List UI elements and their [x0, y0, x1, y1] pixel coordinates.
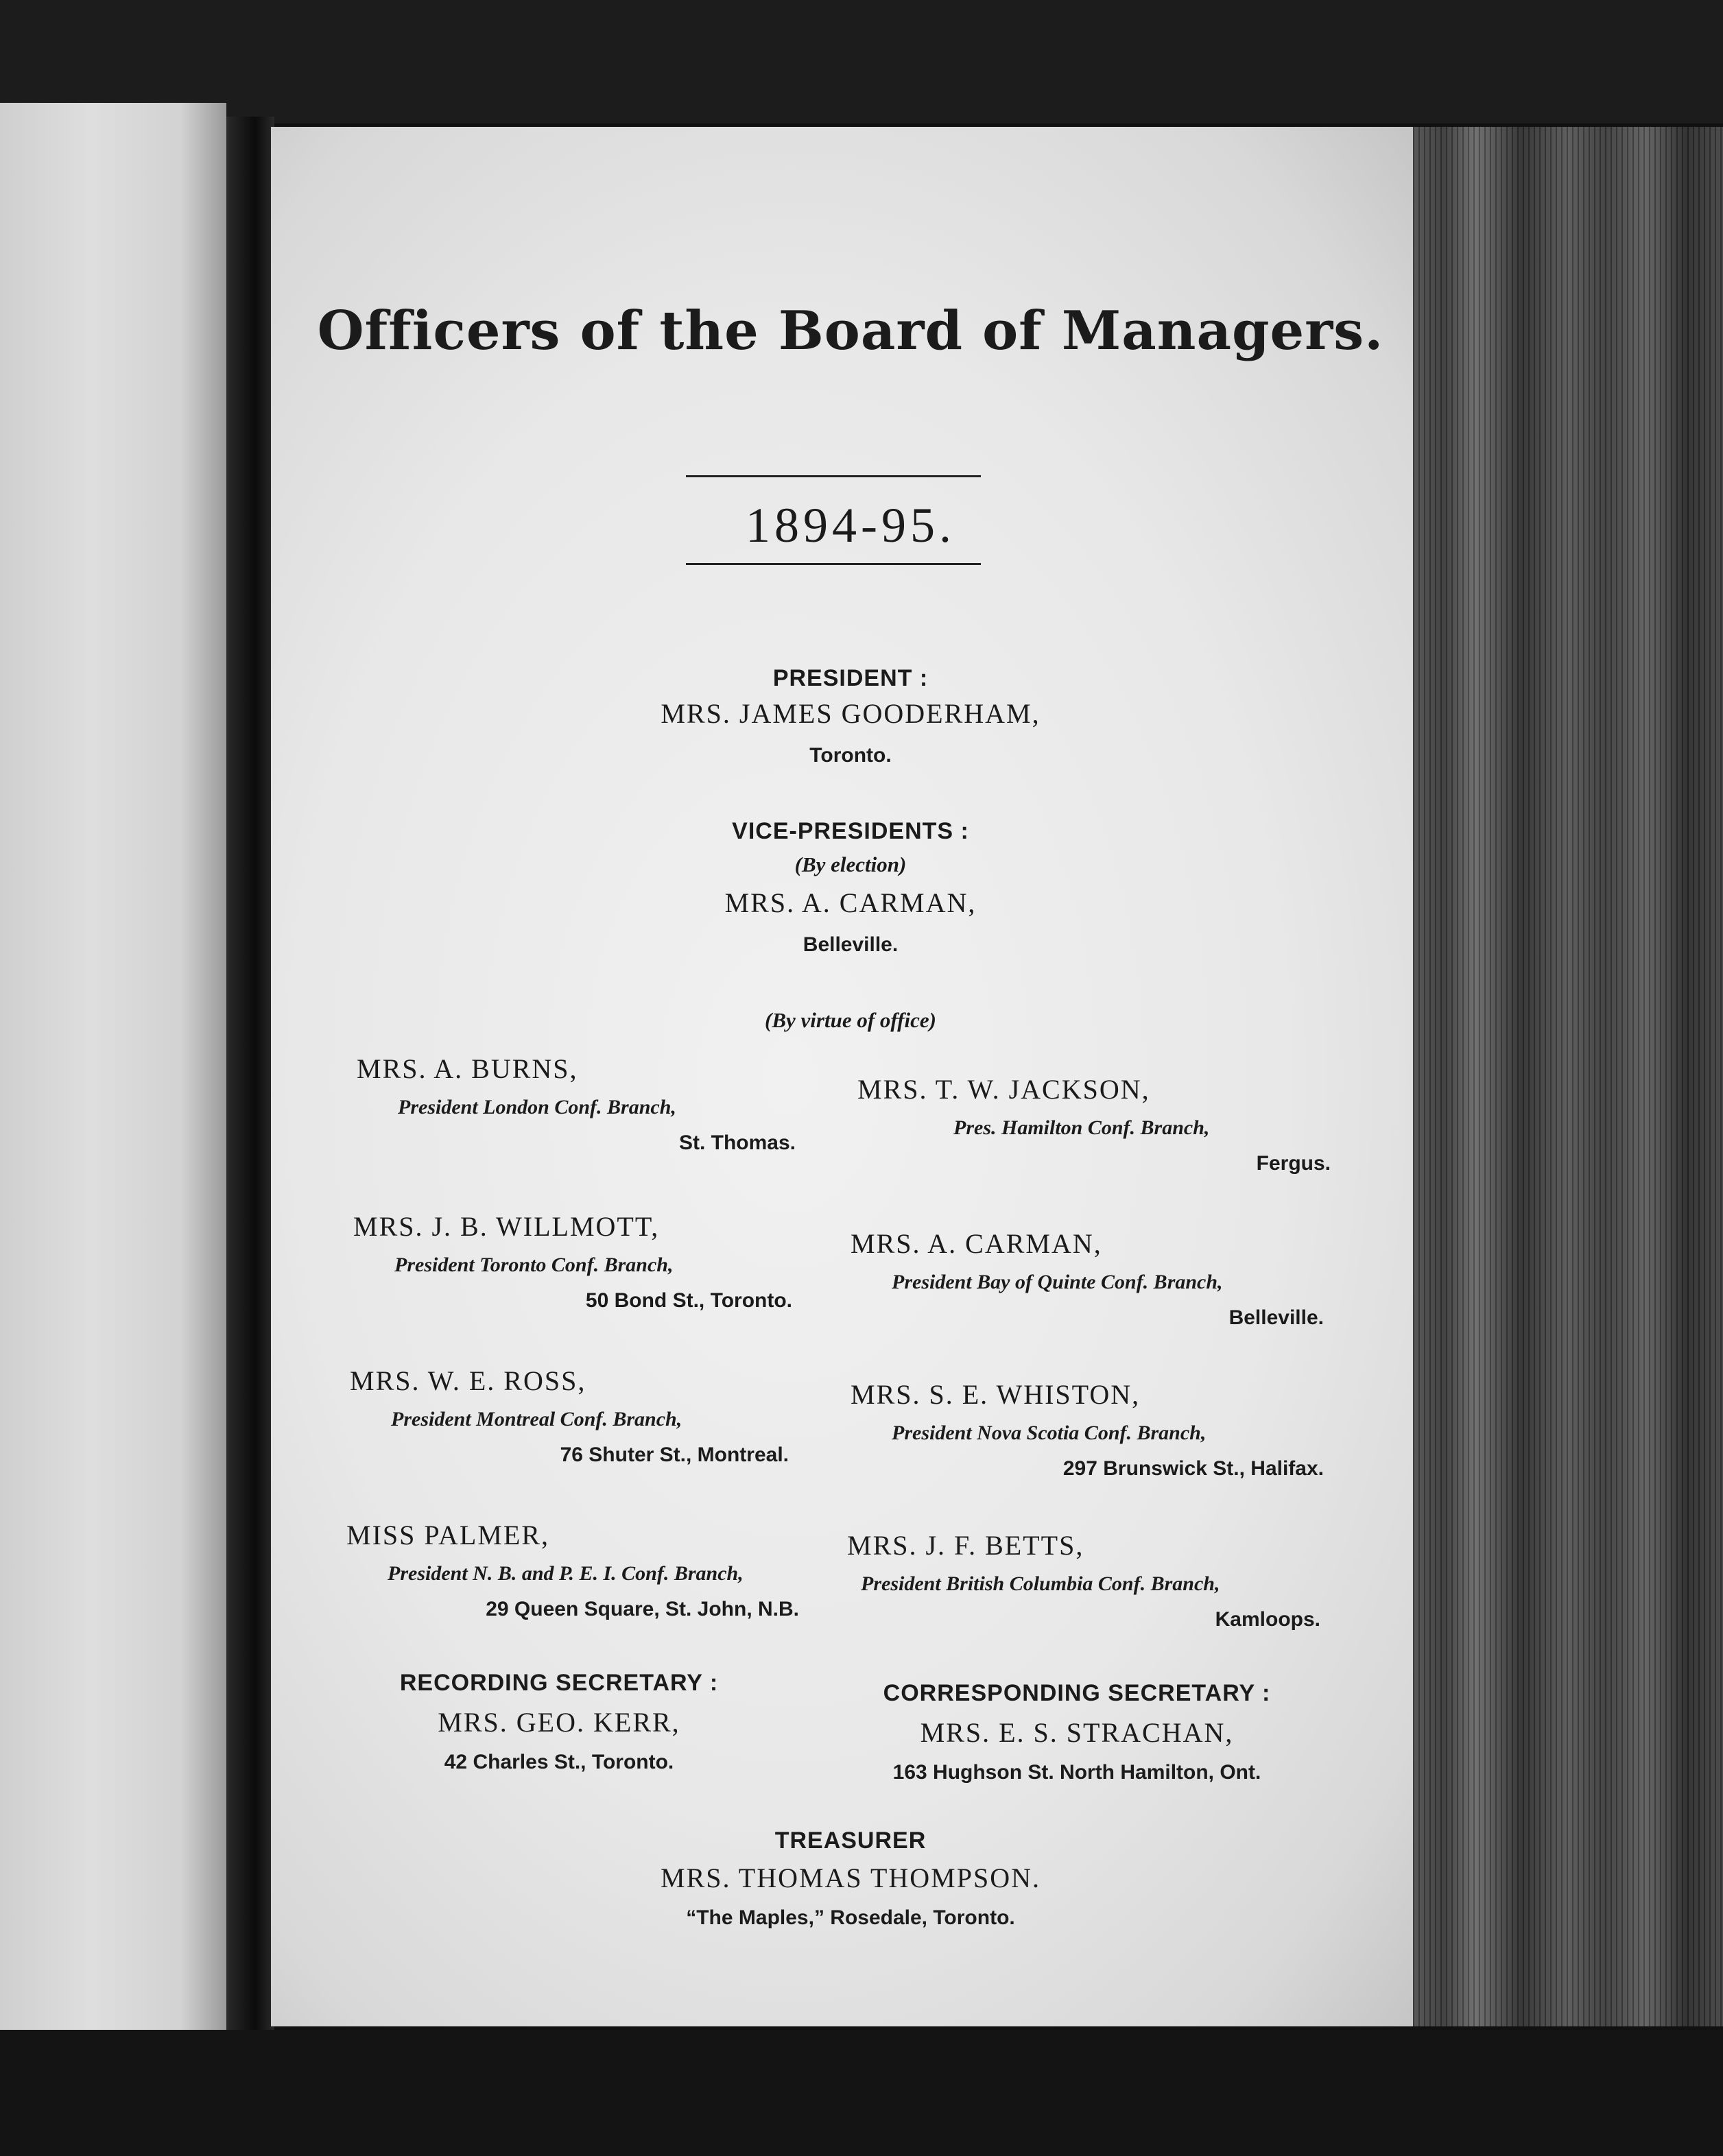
- corresponding-secretary-heading: CORRESPONDING SECRETARY :: [883, 1680, 1271, 1706]
- vice-presidents-heading: VICE-PRESIDENTS :: [732, 818, 969, 844]
- officer-name: MRS. W. E. ROSS,: [350, 1365, 586, 1396]
- officer-name: MRS. J. B. WILLMOTT,: [353, 1211, 660, 1242]
- recording-secretary: [353, 1670, 765, 1774]
- officer-name: MRS. T. W. JACKSON,: [857, 1074, 1150, 1105]
- officer-address: 50 Bond St., Toronto.: [585, 1289, 792, 1312]
- corresponding-secretary-address: 163 Hughson St. North Hamilton, Ont.: [892, 1761, 1261, 1784]
- year-heading: 1894-95.: [746, 498, 955, 553]
- officer-role: President N. B. and P. E. I. Conf. Branch,: [388, 1562, 744, 1585]
- officer-name: MRS. S. E. WHISTON,: [851, 1379, 1141, 1410]
- officer-role: President Nova Scotia Conf. Branch,: [892, 1422, 1207, 1444]
- president-heading: PRESIDENT :: [772, 665, 929, 691]
- officer-address: 29 Queen Square, St. John, N.B.: [486, 1598, 799, 1620]
- officer-name: MISS PALMER,: [346, 1520, 549, 1550]
- page-title: Officers of the Board of Managers.: [317, 300, 1384, 362]
- by-office-note: (By virtue of office): [765, 1008, 936, 1032]
- corresponding-secretary: [840, 1680, 1314, 1784]
- officer-address: Fergus.: [1256, 1152, 1331, 1175]
- president-name: MRS. JAMES GOODERHAM,: [661, 698, 1041, 729]
- year-rule-top: [686, 475, 981, 477]
- officer-entry: [346, 1519, 799, 1621]
- officer-entry: [851, 1378, 1324, 1481]
- recording-secretary-address: 42 Charles St., Toronto.: [444, 1751, 674, 1773]
- officer-name: MRS. A. BURNS,: [357, 1053, 578, 1084]
- officer-address: Belleville.: [1228, 1306, 1324, 1329]
- year-rule-bottom: [686, 563, 981, 565]
- officer-address: 76 Shuter St., Montreal.: [560, 1444, 789, 1466]
- treasurer-address: “The Maples,” Rosedale, Toronto.: [686, 1906, 1015, 1929]
- officer-entry: [857, 1073, 1331, 1175]
- scan-background-top: [0, 0, 1723, 123]
- left-page: [0, 103, 226, 2030]
- by-election-note: (By election): [794, 852, 907, 876]
- officer-entry: [357, 1053, 796, 1155]
- officer-address: 297 Brunswick St., Halifax.: [1062, 1457, 1324, 1480]
- officer-entry: [353, 1210, 792, 1313]
- officer-role: President London Conf. Branch,: [398, 1096, 676, 1118]
- page-content: [271, 127, 1423, 2026]
- officer-address: Kamloops.: [1215, 1608, 1320, 1631]
- officer-name: MRS. A. CARMAN,: [851, 1228, 1102, 1259]
- recording-secretary-name: MRS. GEO. KERR,: [438, 1707, 680, 1738]
- officer-role: President Toronto Conf. Branch,: [394, 1254, 674, 1276]
- vice-president-place: Belleville.: [803, 933, 899, 956]
- officer-role: President Montreal Conf. Branch,: [391, 1408, 682, 1430]
- officer-address: St. Thomas.: [678, 1131, 796, 1154]
- recording-secretary-heading: RECORDING SECRETARY :: [399, 1670, 719, 1696]
- corresponding-secretary-name: MRS. E. S. STRACHAN,: [920, 1717, 1234, 1748]
- page-edges: [1413, 127, 1723, 2026]
- book-gutter: [226, 117, 274, 2037]
- officer-role: Pres. Hamilton Conf. Branch,: [953, 1116, 1210, 1139]
- officer-role: President Bay of Quinte Conf. Branch,: [892, 1271, 1223, 1293]
- treasurer-heading: TREASURER: [774, 1828, 927, 1854]
- officer-name: MRS. J. F. BETTS,: [847, 1530, 1084, 1561]
- president-place: Toronto.: [809, 744, 892, 767]
- vice-president-name: MRS. A. CARMAN,: [724, 887, 977, 918]
- officer-entry: [851, 1227, 1324, 1330]
- scan-background-bottom: [0, 2030, 1723, 2156]
- officer-role: President British Columbia Conf. Branch,: [861, 1572, 1220, 1595]
- officer-entry: [350, 1365, 789, 1467]
- officer-entry: [847, 1529, 1320, 1631]
- treasurer-name: MRS. THOMAS THOMPSON.: [661, 1862, 1041, 1893]
